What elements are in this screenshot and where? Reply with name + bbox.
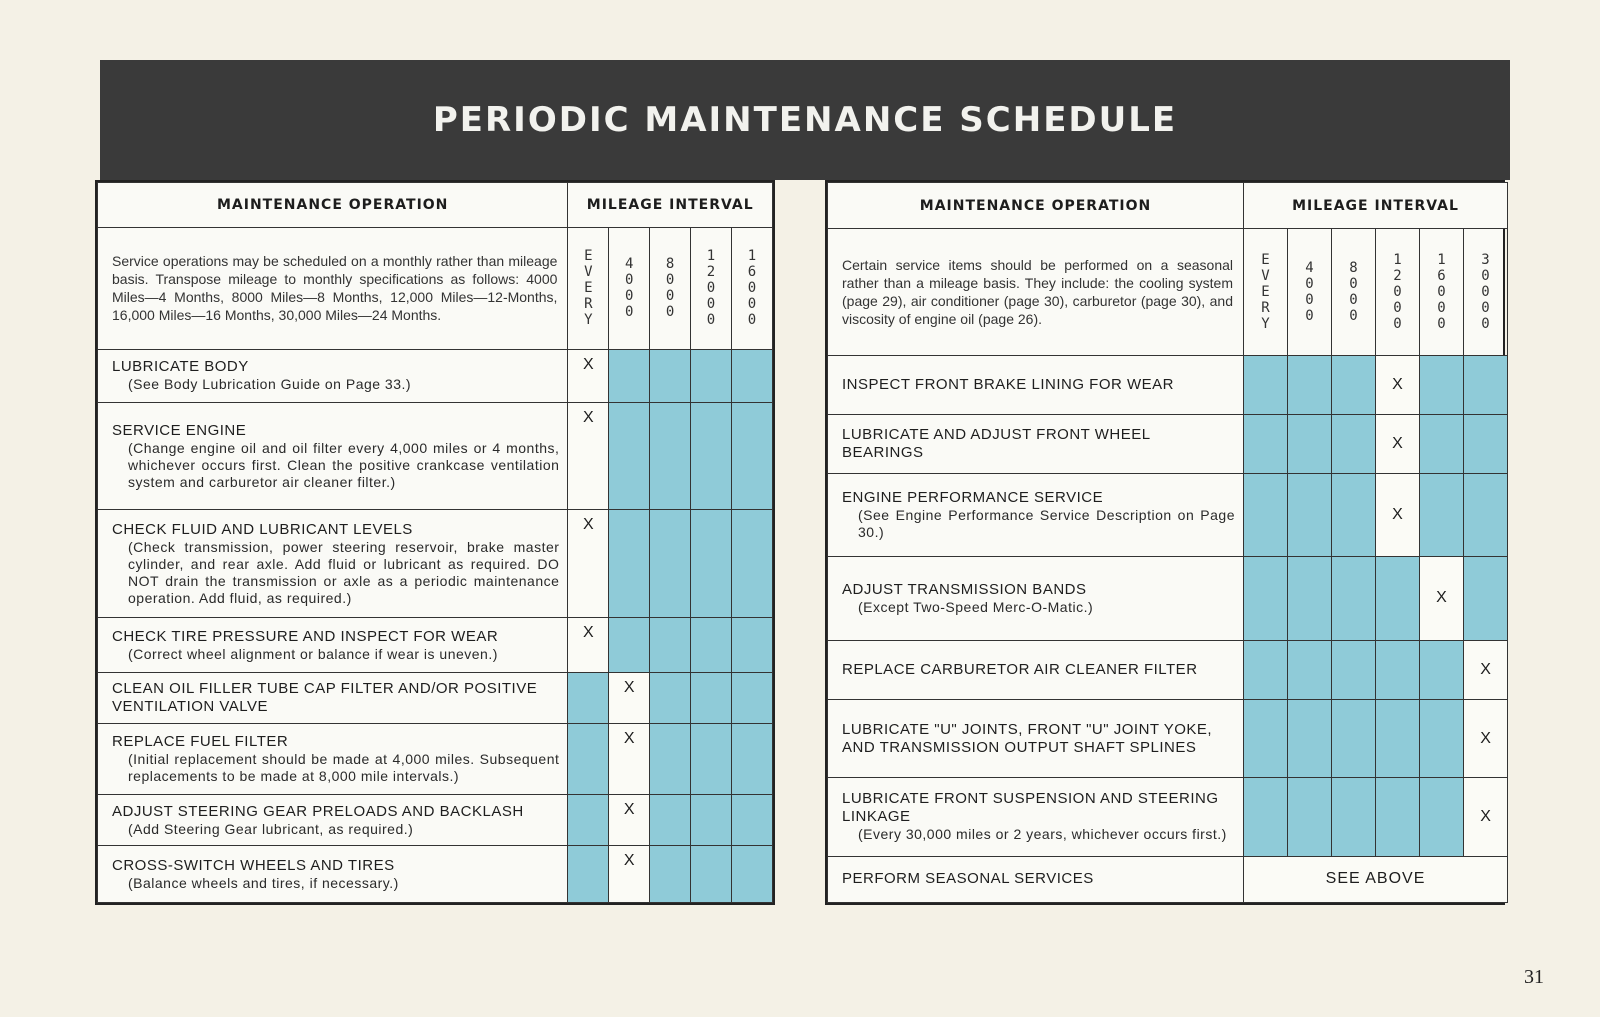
interval-cell [691,723,732,794]
interval-cell: X [1420,556,1464,640]
operation-note: (Every 30,000 miles or 2 years, whichever occurs first.) [858,826,1227,843]
operation-header: MAINTENANCE OPERATION [828,183,1244,229]
interval-cell [1464,556,1508,640]
operation-title: ADJUST TRANSMISSION BANDS [842,580,1087,598]
interval-cell [1420,778,1464,856]
interval-cell [1288,556,1332,640]
interval-cell [1288,415,1332,474]
operation-title: CHECK FLUID AND LUBRICANT LEVELS [112,520,413,538]
interval-cell [1376,556,1420,640]
16000-column-label: 1 6 0 0 0 [1420,229,1464,356]
12000-column-label: 1 2 0 0 0 [691,227,732,349]
interval-cell [691,673,732,724]
interval-cell [650,846,691,903]
interval-cell [1420,356,1464,415]
interval-cell [1332,700,1376,778]
interval-cell: X [568,402,609,510]
operation-cell [828,356,1244,415]
interval-cell: X [1376,356,1420,415]
interval-cell [1376,641,1420,700]
operation-cell [98,673,568,724]
schedule-row [98,402,773,510]
interval-cell: X [609,723,650,794]
interval-cell [568,795,609,846]
mileage-interval-header: MILEAGE INTERVAL [568,183,773,228]
every-cell [1244,415,1288,474]
16000-column-label: 1 6 0 0 0 [731,227,772,349]
schedule-row [828,700,1508,778]
interval-cell [691,618,732,673]
operation-note: (Add Steering Gear lubricant, as required.) [128,820,414,837]
operation-cell [98,618,568,673]
operation-note: (Balance wheels and tires, if necessary.) [128,874,399,891]
every-cell [1244,474,1288,556]
interval-cell [1420,415,1464,474]
schedule-row [98,723,773,794]
interval-cell [650,349,691,402]
every-cell [1244,356,1288,415]
right-schedule-table [825,180,1505,905]
schedule-row [828,641,1508,700]
interval-cell [650,795,691,846]
operation-title: LUBRICATE FRONT SUSPENSION AND STEERING LINKAGE [842,790,1219,826]
intro-cell [828,229,1244,356]
operation-cell [98,795,568,846]
operation-title: LUBRICATE "U" JOINTS, FRONT "U" JOINT YOKE, AND TRANSMISSION OUTPUT SHAFT SPLINES [842,720,1213,756]
every-column-label: E V E R Y [568,227,609,349]
interval-cell [1420,474,1464,556]
interval-cell [650,723,691,794]
interval-cell [1288,778,1332,856]
operation-note: (See Body Lubrication Guide on Page 33.) [128,376,412,393]
operation-cell [828,641,1244,700]
operation-note: (See Engine Performance Service Description on Page 30.) [858,507,1235,541]
see-above-cell: SEE ABOVE [1244,856,1508,903]
interval-cell [691,510,732,618]
interval-cell [609,510,650,618]
every-cell [1244,700,1288,778]
30000-column-label: 3 0 0 0 0 [1464,229,1508,356]
operation-title: CROSS-SWITCH WHEELS AND TIRES [112,856,395,874]
interval-cell [650,673,691,724]
every-cell [1244,641,1288,700]
intro-text: Certain service items should be performed on a seasonal rather than a mileage basis. They include: the cooling system (page 29), air conditioner (page 30), carburetor (page 30), and viscosity of engine oil (page 26). [842,257,1233,328]
interval-cell [1288,700,1332,778]
interval-cell [691,795,732,846]
interval-cell [609,402,650,510]
interval-cell [691,846,732,903]
interval-cell [568,673,609,724]
schedule-row [828,856,1508,903]
interval-cell [731,510,772,618]
interval-cell: X [1376,415,1420,474]
interval-cell [1332,641,1376,700]
interval-cell: X [1464,641,1508,700]
interval-cell [568,846,609,903]
interval-cell [731,795,772,846]
operation-cell [828,556,1244,640]
operation-title: ADJUST STEERING GEAR PRELOADS AND BACKLASH [112,802,524,820]
interval-cell [731,402,772,510]
interval-cell [731,618,772,673]
4000-column-label: 4 0 0 0 [1288,229,1332,356]
schedule-row [98,510,773,618]
every-cell [1244,556,1288,640]
interval-cell [691,402,732,510]
interval-cell: X [609,795,650,846]
operation-title: CHECK TIRE PRESSURE AND INSPECT FOR WEAR [112,627,499,645]
interval-cell [1420,641,1464,700]
title-banner [100,60,1510,180]
interval-cell [1464,474,1508,556]
operation-title: PERFORM SEASONAL SERVICES [842,870,1094,888]
interval-cell [609,618,650,673]
schedule-row [98,618,773,673]
interval-cell: X [1464,778,1508,856]
operation-cell [98,349,568,402]
8000-column-label: 8 0 0 0 [1332,229,1376,356]
interval-cell: X [1464,700,1508,778]
operation-note: (Change engine oil and oil filter every 4,000 miles or 4 months, whichever occurs first. Clean the positive crankcase ventilation system and carburetor air cleaner filter.) [128,439,560,490]
interval-cell [650,510,691,618]
schedule-row [828,778,1508,856]
interval-cell [731,673,772,724]
schedule-row [828,415,1508,474]
interval-cell [1288,474,1332,556]
operation-title: REPLACE FUEL FILTER [112,733,289,751]
interval-cell: X [609,846,650,903]
operation-cell [98,510,568,618]
operation-title: REPLACE CARBURETOR AIR CLEANER FILTER [842,661,1198,679]
interval-cell [1464,415,1508,474]
interval-cell: X [568,349,609,402]
page-number: 31 [1524,966,1544,988]
interval-cell [1332,356,1376,415]
operation-title: INSPECT FRONT BRAKE LINING FOR WEAR [842,376,1174,394]
operation-cell [98,846,568,903]
interval-cell [1332,556,1376,640]
interval-cell: X [568,618,609,673]
interval-cell [1332,415,1376,474]
interval-cell [1288,356,1332,415]
schedule-row [828,474,1508,556]
interval-cell [1376,700,1420,778]
operation-title: LUBRICATE BODY [112,358,249,376]
page-title: PERIODIC MAINTENANCE SCHEDULE [432,100,1178,140]
operation-cell [98,723,568,794]
operation-cell [828,415,1244,474]
operation-title: ENGINE PERFORMANCE SERVICE [842,489,1104,507]
interval-cell [1332,474,1376,556]
interval-cell: X [609,673,650,724]
interval-cell [650,402,691,510]
interval-cell [731,349,772,402]
schedule-row [828,556,1508,640]
interval-cell [1464,356,1508,415]
operation-cell [828,474,1244,556]
operation-title: LUBRICATE AND ADJUST FRONT WHEEL BEARINGS [842,426,1150,462]
interval-cell [1376,778,1420,856]
operation-cell [828,700,1244,778]
every-column-label: E V E R Y [1244,229,1288,356]
interval-cell [1420,700,1464,778]
every-cell [1244,778,1288,856]
left-schedule-table [95,180,775,905]
interval-cell [650,618,691,673]
intro-text: Service operations may be scheduled on a monthly rather than mileage basis. Transpose mileage to monthly specifications as follows: 4000 Miles—4 Months, 8000 Miles—8 Months, 12,000 Miles—12-Months, 16,000 Miles—16 Months, 30,000 Miles—24 Months. [112,253,558,324]
interval-cell [691,349,732,402]
4000-column-label: 4 0 0 0 [609,227,650,349]
interval-cell [1288,641,1332,700]
mileage-interval-header: MILEAGE INTERVAL [1244,183,1508,229]
8000-column-label: 8 0 0 0 [650,227,691,349]
intro-cell [98,227,568,349]
operation-cell [98,402,568,510]
interval-cell [731,846,772,903]
12000-column-label: 1 2 0 0 0 [1376,229,1420,356]
schedule-row [98,349,773,402]
operation-note: (Initial replacement should be made at 4,000 miles. Subsequent replacements to be made at 8,000 mile intervals.) [128,751,560,785]
interval-cell [731,723,772,794]
operation-title: SERVICE ENGINE [112,421,247,439]
schedule-row [98,795,773,846]
operation-header: MAINTENANCE OPERATION [98,183,568,228]
operation-cell [828,856,1244,903]
operation-note: (Check transmission, power steering reservoir, brake master cylinder, and rear axle. Add fluid or lubricant as required. DO NOT drain the transmission or axle as a periodic maintenance operation. Add fluid, as required.) [128,538,560,606]
interval-cell [568,723,609,794]
interval-cell: X [568,510,609,618]
schedule-row [828,356,1508,415]
schedule-row [98,846,773,903]
operation-title: CLEAN OIL FILLER TUBE CAP FILTER AND/OR POSITIVE VENTILATION VALVE [112,680,538,716]
operation-note: (Correct wheel alignment or balance if wear is uneven.) [128,645,498,662]
interval-cell [1332,778,1376,856]
operation-cell [828,778,1244,856]
interval-cell [609,349,650,402]
interval-cell: X [1376,474,1420,556]
operation-note: (Except Two-Speed Merc-O-Matic.) [858,598,1094,615]
schedule-row [98,673,773,724]
